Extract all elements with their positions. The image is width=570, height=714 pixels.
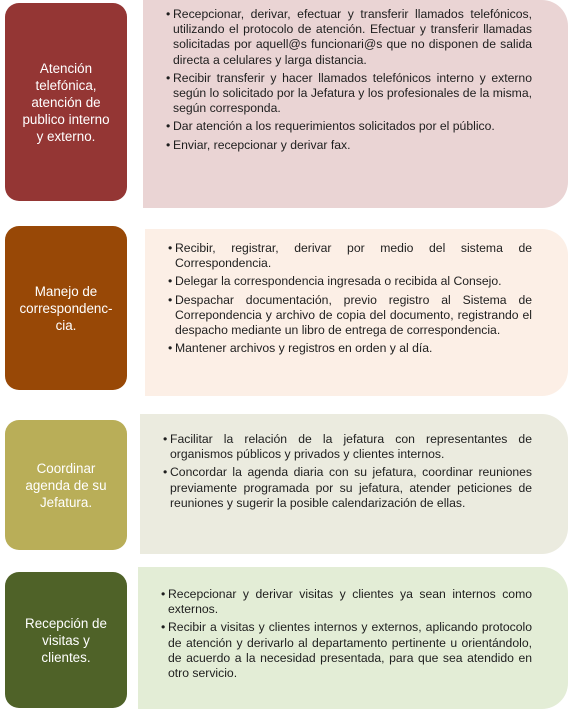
category-label-coordinar-agenda: Coordinar agenda de su Jefatura. xyxy=(5,420,127,550)
detail-box-atencion-telefonica xyxy=(143,0,568,208)
list-item: • Delegar la correspondencia ingresada o recibida al Consejo. xyxy=(168,274,502,289)
category-label-manejo-correspondencia: Manejo de correspondenc- cia. xyxy=(5,226,127,390)
detail-box-manejo-correspondencia xyxy=(145,229,568,396)
category-label-recepcion-visitas: Recepción de visitas y clientes. xyxy=(5,572,127,708)
category-label-atencion-telefonica: Atención telefónica, atención de publico interno y externo. xyxy=(5,3,127,201)
list-item: • Facilitar la relación de la jefatura con representantes de organismos públicos y privados y clientes internos. xyxy=(163,432,532,462)
list-item: • Concordar la agenda diaria con su jefatura, coordinar reuniones previamente programada por su jefatura, atender peticiones de reuniones y sugerir la posible calendarización de ellas. xyxy=(163,465,532,510)
list-item: • Recibir, registrar, derivar por medio del sistema de Correspondencia. xyxy=(168,241,532,271)
detail-box-coordinar-agenda xyxy=(140,414,568,554)
list-item: • Mantener archivos y registros en orden y al día. xyxy=(168,341,433,356)
list-item: • Recibir a visitas y clientes internos y externos, aplicando protocolo de atención y derivarlo al departamento pertinente u orientándolo, de acuerdo a la necesidad presentada, para que sea atendido en otro servicio. xyxy=(161,620,532,681)
list-item: • Enviar, recepcionar y derivar fax. xyxy=(166,137,351,152)
list-item: • Dar atención a los requerimientos solicitados por el público. xyxy=(166,119,495,134)
list-item: • Recepcionar y derivar visitas y clientes ya sean internos como externos. xyxy=(161,587,532,617)
list-item: • Recibir transferir y hacer llamados telefónicos interno y externo según lo solicitado por la Jefatura y los profesionales de la misma, según corresponda. xyxy=(166,70,532,116)
list-item: • Despachar documentación, previo registro al Sistema de Correpondencia y archivo de copia del documento, registrando el despacho mediante un libro de entrega de correspondencia. xyxy=(168,292,532,338)
list-item: • Recepcionar, derivar, efectuar y transferir llamados telefónicos, utilizando el protocolo de atención. Efectuar y transferir llamadas solicitadas por aquell@s funcionari@s que no disponen de salida directa a celulares y larga distancia. xyxy=(166,7,532,67)
detail-box-recepcion-visitas xyxy=(138,567,568,709)
